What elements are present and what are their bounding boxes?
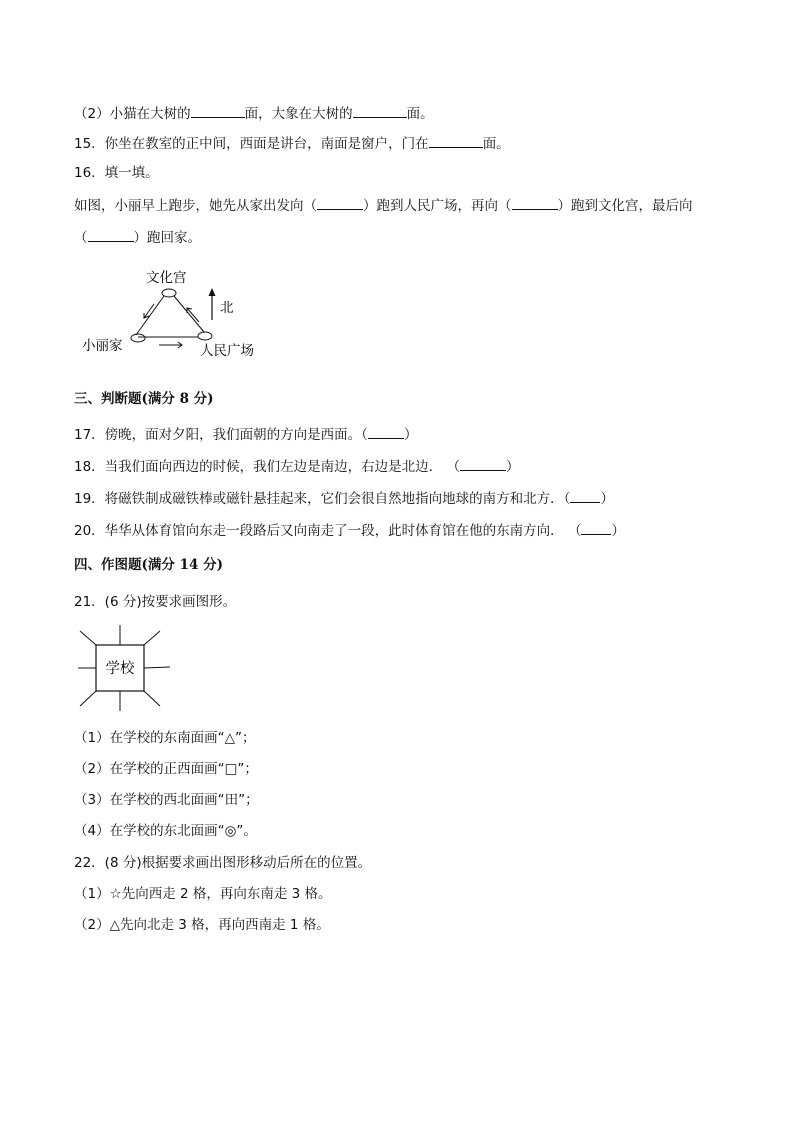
question-17 <box>74 424 417 445</box>
answer-blank[interactable] <box>512 195 558 210</box>
question-22-title: 22．(8 分)根据要求画出图形移动后所在的位置。 <box>74 855 372 871</box>
question-16-line-1 <box>74 195 693 216</box>
answer-blank[interactable] <box>460 456 506 471</box>
square-node <box>198 332 212 340</box>
question-16-title: 16．填一填。 <box>74 165 159 181</box>
culture-palace-label: 文化宫 <box>146 270 187 286</box>
question-15 <box>74 133 510 154</box>
answer-blank[interactable] <box>88 227 134 242</box>
school-label: 学校 <box>105 661 135 677</box>
route-map-diagram <box>74 260 274 365</box>
arrow-to-palace <box>187 308 199 322</box>
answer-blank[interactable] <box>353 103 407 118</box>
q19-close: ） <box>600 491 614 507</box>
q20-close: ） <box>611 523 625 539</box>
answer-blank[interactable] <box>570 488 600 503</box>
edge-palace-square <box>174 296 204 332</box>
question-14-part-2 <box>74 103 434 124</box>
north-label: 北 <box>220 300 234 316</box>
ray-east <box>144 667 170 668</box>
answer-blank[interactable] <box>317 195 363 210</box>
q21-item-2: （2）在学校的正西面画“□”； <box>74 761 258 777</box>
section-3-heading: 三、判断题(满分 8 分) <box>74 391 214 407</box>
question-16-line-2 <box>74 227 201 248</box>
q22-item-1: （1）☆先向西走 2 格，再向东南走 3 格。 <box>74 886 332 902</box>
q16-text-a: 如图，小丽早上跑步，她先从家出发向（ <box>74 198 317 214</box>
ray-southeast <box>144 691 160 706</box>
q21-item-3: （3）在学校的西北面画“田”； <box>74 792 259 808</box>
ray-southwest <box>80 691 96 706</box>
answer-blank[interactable] <box>368 424 404 439</box>
answer-blank[interactable] <box>581 520 611 535</box>
section-4-heading: 四、作图题(满分 14 分) <box>74 557 223 573</box>
square-label: 人民广场 <box>200 343 254 359</box>
q19-text: 19．将磁铁制成磁铁棒或磁针悬挂起来，它们会很自然地指向地球的南方和北方．（ <box>74 491 571 507</box>
q14-text-c: 面。 <box>406 106 434 122</box>
north-arrow-head <box>209 288 216 296</box>
q14-text-b: 面，大象在大树的 <box>244 106 353 122</box>
question-19 <box>74 488 614 509</box>
q14-text-a: （2）小猫在大树的 <box>74 106 191 122</box>
q16-text-d: （ <box>74 230 88 246</box>
question-21-title: 21．(6 分)按要求画图形。 <box>74 594 237 610</box>
answer-blank[interactable] <box>191 103 245 118</box>
q18-text: 18．当我们面向西边的时候，我们左边是南边，右边是北边． （ <box>74 459 460 475</box>
culture-palace-node <box>162 289 176 297</box>
answer-blank[interactable] <box>429 133 483 148</box>
q21-item-4: （4）在学校的东北面画“◎”。 <box>74 823 257 839</box>
q17-close: ） <box>403 427 418 443</box>
question-20 <box>74 520 625 541</box>
question-18 <box>74 456 519 477</box>
q15-text-b: 面。 <box>482 136 510 152</box>
school-compass-diagram[interactable] <box>74 622 174 714</box>
q20-text: 20．华华从体育馆向东走一段路后又向南走了一段，此时体育馆在他的东南方向． （ <box>74 523 582 539</box>
q16-text-e: ）跑回家。 <box>133 230 201 246</box>
arrow-to-home <box>144 304 154 318</box>
q22-item-2: （2）△先向北走 3 格，再向西南走 1 格。 <box>74 917 330 933</box>
q16-text-c: ）跑到文化宫，最后向 <box>557 198 693 214</box>
edge-palace-home <box>136 296 164 335</box>
q15-text-a: 15．你坐在教室的正中间，西面是讲台，南面是窗户，门在 <box>74 136 429 152</box>
ray-northwest <box>80 631 96 645</box>
q21-item-1: （1）在学校的东南面画“△”； <box>74 730 256 746</box>
q16-text-b: ）跑到人民广场，再向（ <box>363 198 512 214</box>
q17-text: 17．傍晚，面对夕阳，我们面朝的方向是西面。（ <box>74 427 368 443</box>
home-node <box>131 334 145 342</box>
home-label: 小丽家 <box>82 338 123 354</box>
q18-close: ） <box>505 459 520 475</box>
ray-northeast <box>144 631 160 645</box>
